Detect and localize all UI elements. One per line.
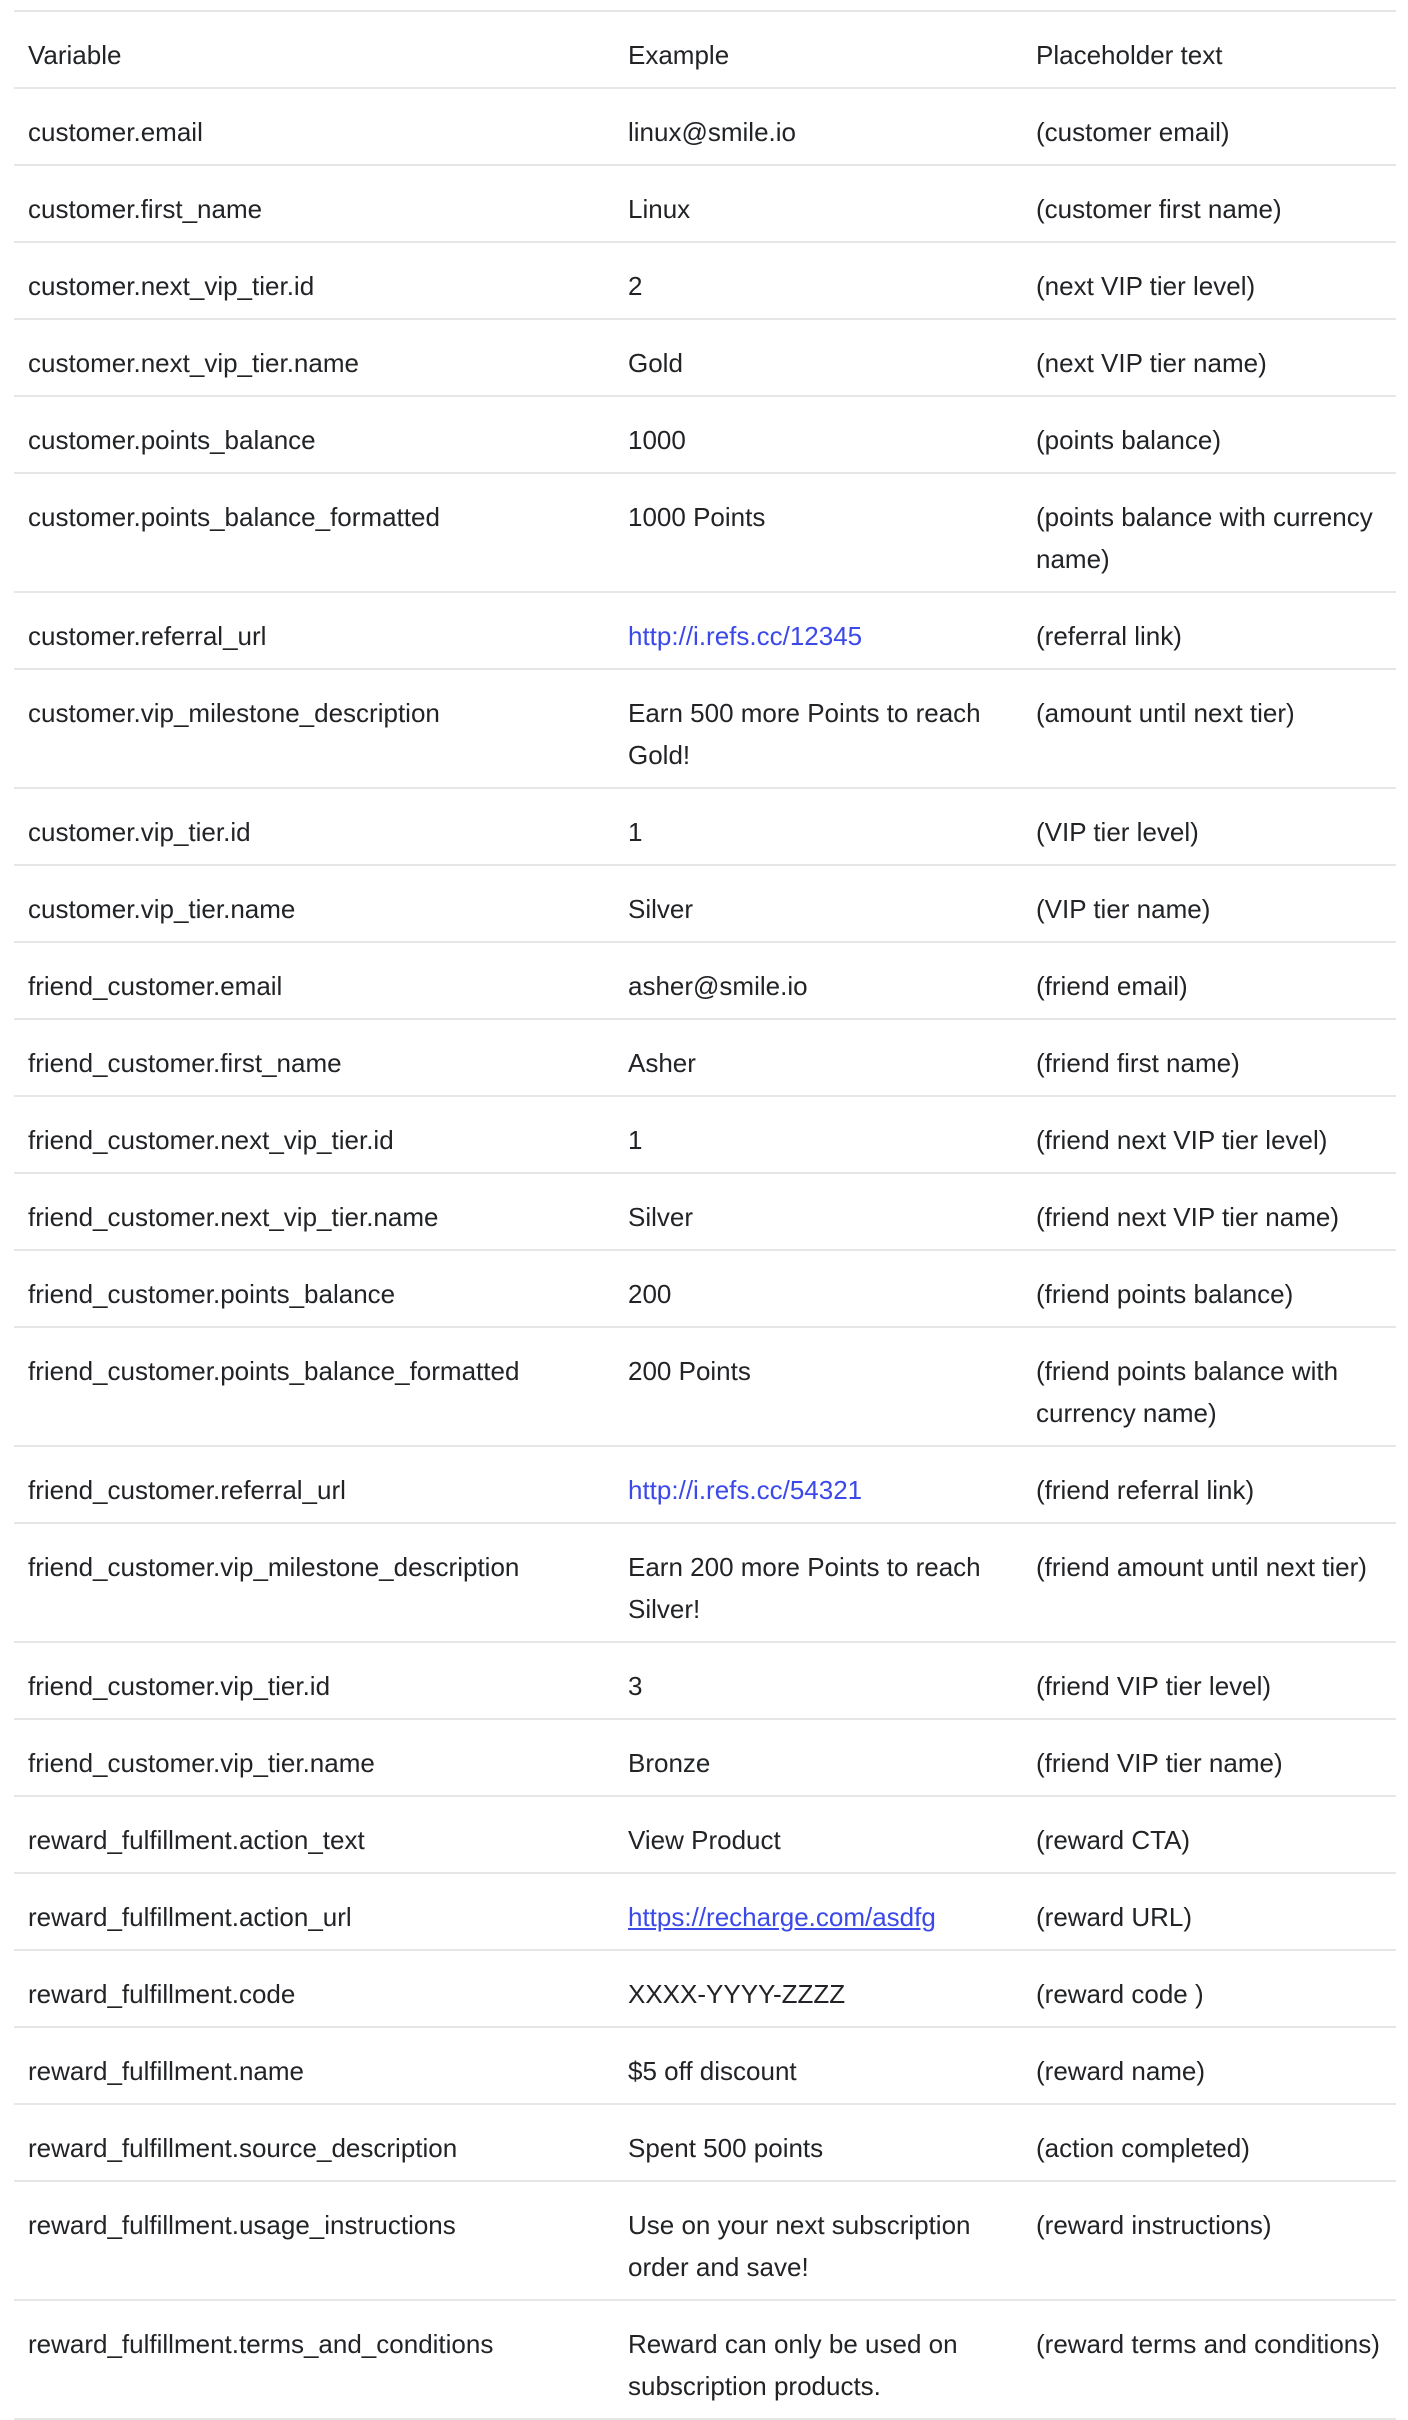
example-cell <box>614 592 1022 669</box>
example-cell: Silver <box>628 1202 694 1232</box>
variable-cell: reward_fulfillment.code <box>28 1979 296 2009</box>
table-row <box>14 1796 1396 1873</box>
placeholder-cell: (points balance) <box>1036 425 1221 455</box>
placeholder-cell: (action completed) <box>1036 2133 1250 2163</box>
example-cell: Asher <box>628 1048 696 1078</box>
placeholder-cell: (customer first name) <box>1036 194 1282 224</box>
example-cell: 1 <box>628 817 643 847</box>
variable-cell: reward_fulfillment.usage_instructions <box>28 2210 456 2240</box>
variable-cell: customer.next_vip_tier.id <box>28 271 315 301</box>
example-cell: View Product <box>628 1825 781 1855</box>
placeholder-cell: (reward code ) <box>1036 1979 1204 2009</box>
variable-cell: friend_customer.next_vip_tier.name <box>28 1202 439 1232</box>
table-body <box>14 88 1396 2419</box>
table-row <box>14 1250 1396 1327</box>
table-row <box>14 942 1396 1019</box>
placeholder-cell: (customer email) <box>1036 117 1230 147</box>
example-cell: 200 Points <box>628 1356 751 1386</box>
example-cell: Reward can only be used on subscription products. <box>628 2329 958 2401</box>
example-cell: asher@smile.io <box>628 971 808 1001</box>
placeholder-cell: (reward name) <box>1036 2056 1206 2086</box>
example-cell: 1 <box>628 1125 643 1155</box>
table-row <box>14 865 1396 942</box>
variable-cell: customer.referral_url <box>28 621 267 651</box>
table-row <box>14 165 1396 242</box>
table-row <box>14 1019 1396 1096</box>
table-row <box>14 396 1396 473</box>
placeholder-cell: (referral link) <box>1036 621 1182 651</box>
example-cell: 1000 <box>628 425 686 455</box>
placeholder-cell: (friend referral link) <box>1036 1475 1255 1505</box>
example-cell: Earn 200 more Points to reach Silver! <box>628 1552 981 1624</box>
placeholder-cell: (friend points balance with currency name) <box>1036 1356 1339 1428</box>
variable-cell: customer.vip_tier.id <box>28 817 251 847</box>
variable-cell: customer.first_name <box>28 194 263 224</box>
example-cell: XXXX-YYYY-ZZZZ <box>628 1979 846 2009</box>
example-cell: 3 <box>628 1671 643 1701</box>
variable-cell: reward_fulfillment.terms_and_conditions <box>28 2329 494 2359</box>
example-cell: $5 off discount <box>628 2056 797 2086</box>
table-row <box>14 1523 1396 1642</box>
variable-cell: customer.next_vip_tier.name <box>28 348 359 378</box>
example-cell: linux@smile.io <box>628 117 796 147</box>
variable-cell: customer.vip_tier.name <box>28 894 296 924</box>
example-cell: Gold <box>628 348 683 378</box>
header-example: Example <box>628 40 730 70</box>
variable-cell: friend_customer.email <box>28 971 283 1001</box>
table-row <box>14 1950 1396 2027</box>
variable-cell: friend_customer.vip_tier.name <box>28 1748 375 1778</box>
header-variable: Variable <box>28 40 122 70</box>
table-row <box>14 242 1396 319</box>
example-link[interactable]: https://recharge.com/asdfg <box>628 1902 936 1932</box>
variable-cell: reward_fulfillment.action_text <box>28 1825 365 1855</box>
placeholder-cell: (friend VIP tier level) <box>1036 1671 1272 1701</box>
example-cell <box>614 1446 1022 1523</box>
variable-cell: reward_fulfillment.source_description <box>28 2133 458 2163</box>
placeholder-cell: (friend next VIP tier level) <box>1036 1125 1328 1155</box>
table-row <box>14 2104 1396 2181</box>
variable-cell: friend_customer.vip_tier.id <box>28 1671 331 1701</box>
table-row <box>14 1446 1396 1523</box>
table-row <box>14 473 1396 592</box>
placeholder-cell: (friend email) <box>1036 971 1188 1001</box>
variable-cell: friend_customer.points_balance_formatted <box>28 1356 520 1386</box>
variable-cell: friend_customer.points_balance <box>28 1279 396 1309</box>
variable-cell: customer.points_balance_formatted <box>28 502 440 532</box>
placeholder-cell: (friend points balance) <box>1036 1279 1294 1309</box>
example-link[interactable]: http://i.refs.cc/12345 <box>628 621 863 651</box>
placeholder-cell: (reward instructions) <box>1036 2210 1272 2240</box>
table-row <box>14 1173 1396 1250</box>
placeholder-cell: (reward URL) <box>1036 1902 1193 1932</box>
variable-cell: friend_customer.first_name <box>28 1048 342 1078</box>
placeholder-cell: (amount until next tier) <box>1036 698 1295 728</box>
placeholder-cell: (VIP tier level) <box>1036 817 1199 847</box>
table-row <box>14 319 1396 396</box>
example-cell: Use on your next subscription order and save! <box>628 2210 971 2282</box>
placeholder-cell: (points balance with currency name) <box>1036 502 1373 574</box>
variable-cell: customer.email <box>28 117 203 147</box>
placeholder-cell: (next VIP tier level) <box>1036 271 1256 301</box>
placeholder-cell: (VIP tier name) <box>1036 894 1211 924</box>
example-cell: 2 <box>628 271 643 301</box>
variable-cell: reward_fulfillment.action_url <box>28 1902 352 1932</box>
table-row <box>14 1096 1396 1173</box>
table-row <box>14 1873 1396 1950</box>
table-row <box>14 788 1396 865</box>
variable-cell: reward_fulfillment.name <box>28 2056 305 2086</box>
variable-cell: friend_customer.referral_url <box>28 1475 346 1505</box>
example-cell: Linux <box>628 194 691 224</box>
table-row <box>14 1327 1396 1446</box>
table-row <box>14 669 1396 788</box>
placeholder-cell: (reward terms and conditions) <box>1036 2329 1380 2359</box>
variables-table <box>14 10 1396 2420</box>
example-cell: 1000 Points <box>628 502 766 532</box>
variable-cell: customer.vip_milestone_description <box>28 698 440 728</box>
example-link[interactable]: http://i.refs.cc/54321 <box>628 1475 863 1505</box>
variable-cell: customer.points_balance <box>28 425 316 455</box>
placeholder-cell: (friend first name) <box>1036 1048 1240 1078</box>
table-row <box>14 2181 1396 2300</box>
placeholder-cell: (friend amount until next tier) <box>1036 1552 1367 1582</box>
header-placeholder-text: Placeholder text <box>1036 40 1223 70</box>
table-row <box>14 1642 1396 1719</box>
table-header-row <box>14 11 1396 88</box>
example-cell: Earn 500 more Points to reach Gold! <box>628 698 981 770</box>
table-row <box>14 88 1396 165</box>
placeholder-cell: (reward CTA) <box>1036 1825 1191 1855</box>
placeholder-cell: (friend next VIP tier name) <box>1036 1202 1339 1232</box>
example-cell <box>614 1873 1022 1950</box>
example-cell: Bronze <box>628 1748 711 1778</box>
placeholder-cell: (friend VIP tier name) <box>1036 1748 1283 1778</box>
variables-table-container <box>14 10 1396 2420</box>
example-cell: Silver <box>628 894 694 924</box>
table-row <box>14 1719 1396 1796</box>
example-cell: Spent 500 points <box>628 2133 824 2163</box>
placeholder-cell: (next VIP tier name) <box>1036 348 1267 378</box>
table-row <box>14 592 1396 669</box>
variable-cell: friend_customer.next_vip_tier.id <box>28 1125 394 1155</box>
table-row <box>14 2300 1396 2419</box>
table-row <box>14 2027 1396 2104</box>
variable-cell: friend_customer.vip_milestone_description <box>28 1552 520 1582</box>
example-cell: 200 <box>628 1279 672 1309</box>
